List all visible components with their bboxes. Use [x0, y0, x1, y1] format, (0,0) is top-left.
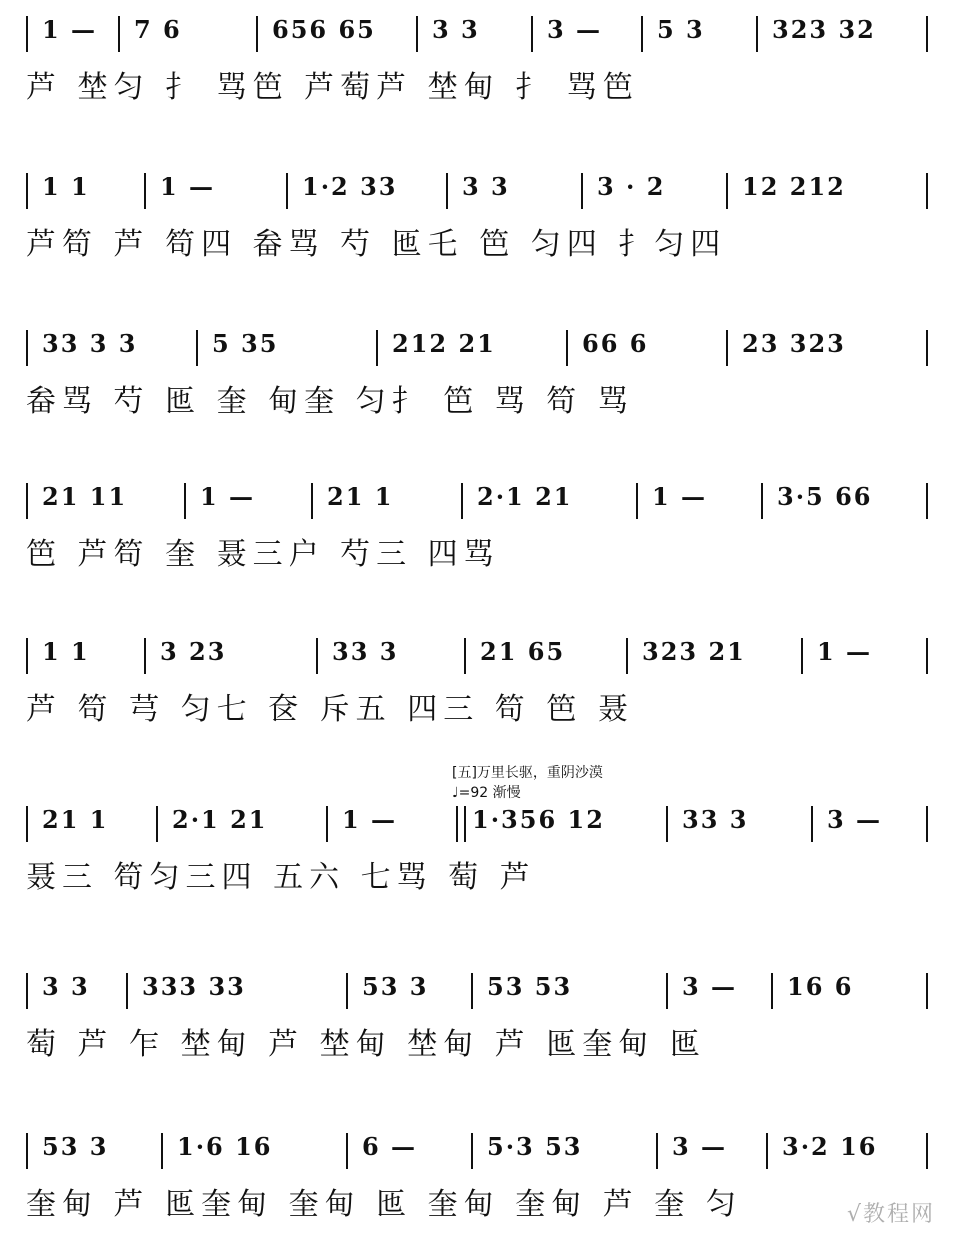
barline: [926, 173, 928, 209]
barline: [766, 1133, 768, 1169]
measure-notes: 656 65: [272, 15, 376, 44]
score-system: [26, 630, 926, 730]
measure-notes: 3 —: [682, 972, 738, 1001]
barline: [801, 638, 803, 674]
jianpu-line: [26, 1125, 926, 1169]
jianpu-line: [26, 8, 926, 52]
tablature-text: 萄 芦 乍 埜甸 芦 埜甸 埜甸 芦 匜奎甸 匜: [26, 1027, 706, 1062]
jianpu-line: [26, 322, 926, 366]
barline: [26, 806, 28, 842]
tablature-text: 芦笱 芦 笱四 畚骂 芍 匜乇 笆 匀四 扌匀四: [26, 227, 727, 262]
measure-notes: 1 1: [42, 172, 90, 201]
barline: [926, 638, 928, 674]
measure-notes: 323 32: [772, 15, 876, 44]
barline: [566, 330, 568, 366]
measure-notes: 1 —: [160, 172, 216, 201]
barline: [464, 638, 466, 674]
barline: [581, 173, 583, 209]
barline: [26, 330, 28, 366]
measure-notes: 53 3: [362, 972, 429, 1001]
measure-notes: 33 3: [682, 805, 749, 834]
measure-notes: 33 3: [332, 637, 399, 666]
barline: [118, 16, 120, 52]
measure-notes: 3 · 2: [597, 172, 666, 201]
barline: [926, 1133, 928, 1169]
barline: [926, 806, 928, 842]
score-system: [26, 1125, 926, 1225]
barline: [656, 1133, 658, 1169]
jianzipu-line: [26, 56, 926, 108]
barline: [26, 638, 28, 674]
section-heading: [五]万里长驱，重阴沙漠: [452, 765, 603, 781]
measure-notes: 3 —: [672, 1132, 728, 1161]
measure-notes: 2·1 21: [172, 805, 268, 834]
jianzipu-line: [26, 1013, 926, 1065]
barline: [761, 483, 763, 519]
barline: [144, 638, 146, 674]
measure-notes: 212 21: [392, 329, 496, 358]
barline: [771, 973, 773, 1009]
measure-notes: 33 3 3: [42, 329, 138, 358]
barline: [126, 973, 128, 1009]
measure-notes: 21 1: [42, 805, 109, 834]
measure-notes: 5·3 53: [487, 1132, 583, 1161]
score-system: [26, 475, 926, 575]
tempo-marking: ♩=92 渐慢: [452, 785, 521, 801]
measure-notes: 1 —: [652, 482, 708, 511]
measure-notes: 3 3: [462, 172, 510, 201]
measure-notes: 6 —: [362, 1132, 418, 1161]
measure-notes: 5 3: [657, 15, 705, 44]
tablature-text: 芦 埜匀 扌 骂笆 芦萄芦 埜甸 扌 骂笆: [26, 70, 639, 105]
barline: [756, 16, 758, 52]
barline: [726, 330, 728, 366]
score-system: [26, 798, 926, 898]
watermark-logo: √教程网: [846, 1202, 935, 1227]
barline: [346, 1133, 348, 1169]
measure-notes: 1·356 12: [472, 805, 605, 834]
jianzipu-line: [26, 523, 926, 575]
measure-notes: 1·6 16: [177, 1132, 273, 1161]
jianzipu-line: [26, 213, 926, 265]
barline: [926, 973, 928, 1009]
barline: [311, 483, 313, 519]
barline: [26, 173, 28, 209]
barline: [316, 638, 318, 674]
measure-notes: 333 33: [142, 972, 246, 1001]
barline: [726, 173, 728, 209]
barline: [471, 1133, 473, 1169]
barline: [926, 483, 928, 519]
jianzipu-line: [26, 370, 926, 422]
measure-notes: 1 —: [817, 637, 873, 666]
measure-notes: 3 —: [547, 15, 603, 44]
measure-notes: 1 —: [42, 15, 98, 44]
tablature-text: 聂三 笱匀三四 五六 七骂 萄 芦: [26, 860, 536, 895]
score-system: [26, 322, 926, 422]
barline: [926, 16, 928, 52]
jianpu-line: [26, 630, 926, 674]
measure-notes: 3 23: [160, 637, 227, 666]
barline: [666, 973, 668, 1009]
jianpu-line: [26, 965, 926, 1009]
measure-notes: 1 —: [342, 805, 398, 834]
measure-notes: 7 6: [134, 15, 182, 44]
measure-notes: 23 323: [742, 329, 846, 358]
barline: [346, 973, 348, 1009]
barline: [26, 483, 28, 519]
measure-notes: 323 21: [642, 637, 746, 666]
measure-notes: 53 53: [487, 972, 573, 1001]
barline: [811, 806, 813, 842]
measure-notes: 3 —: [827, 805, 883, 834]
score-system: [26, 8, 926, 108]
barline: [144, 173, 146, 209]
barline: [461, 483, 463, 519]
measure-notes: 3·2 16: [782, 1132, 878, 1161]
jianzipu-line: [26, 678, 926, 730]
jianpu-line: [26, 798, 926, 842]
barline: [456, 806, 466, 842]
measure-notes: 21 11: [42, 482, 128, 511]
tablature-text: 奎甸 芦 匜奎甸 奎甸 匜 奎甸 奎甸 芦 奎 匀: [26, 1187, 742, 1222]
jianzipu-line: [26, 1173, 926, 1225]
barline: [531, 16, 533, 52]
score-system: [26, 965, 926, 1065]
barline: [184, 483, 186, 519]
measure-notes: 66 6: [582, 329, 649, 358]
measure-notes: 5 35: [212, 329, 279, 358]
jianzipu-line: [26, 846, 926, 898]
barline: [26, 16, 28, 52]
barline: [471, 973, 473, 1009]
jianpu-line: [26, 165, 926, 209]
barline: [161, 1133, 163, 1169]
score-system: [26, 165, 926, 265]
measure-notes: 1 —: [200, 482, 256, 511]
barline: [636, 483, 638, 519]
barline: [326, 806, 328, 842]
barline: [376, 330, 378, 366]
tablature-text: 畚骂 芍 匜 奎 甸奎 匀扌 笆 骂 笱 骂: [26, 384, 634, 419]
barline: [926, 330, 928, 366]
barline: [666, 806, 668, 842]
barline: [641, 16, 643, 52]
barline: [196, 330, 198, 366]
measure-notes: 12 212: [742, 172, 846, 201]
barline: [416, 16, 418, 52]
barline: [26, 973, 28, 1009]
measure-notes: 3·5 66: [777, 482, 873, 511]
barline: [256, 16, 258, 52]
tablature-text: 芦 笱 芎 匀七 奁 斥五 四三 笱 笆 聂: [26, 692, 634, 727]
measure-notes: 1 1: [42, 637, 90, 666]
measure-notes: 16 6: [787, 972, 854, 1001]
barline: [26, 1133, 28, 1169]
measure-notes: 3 3: [42, 972, 90, 1001]
measure-notes: 53 3: [42, 1132, 109, 1161]
barline: [156, 806, 158, 842]
barline: [446, 173, 448, 209]
tablature-text: 笆 芦笱 奎 聂三户 芍三 四骂: [26, 537, 500, 572]
measure-notes: 2·1 21: [477, 482, 573, 511]
measure-notes: 1·2 33: [302, 172, 398, 201]
jianpu-line: [26, 475, 926, 519]
measure-notes: 3 3: [432, 15, 480, 44]
measure-notes: 21 65: [480, 637, 566, 666]
measure-notes: 21 1: [327, 482, 394, 511]
barline: [286, 173, 288, 209]
barline: [626, 638, 628, 674]
